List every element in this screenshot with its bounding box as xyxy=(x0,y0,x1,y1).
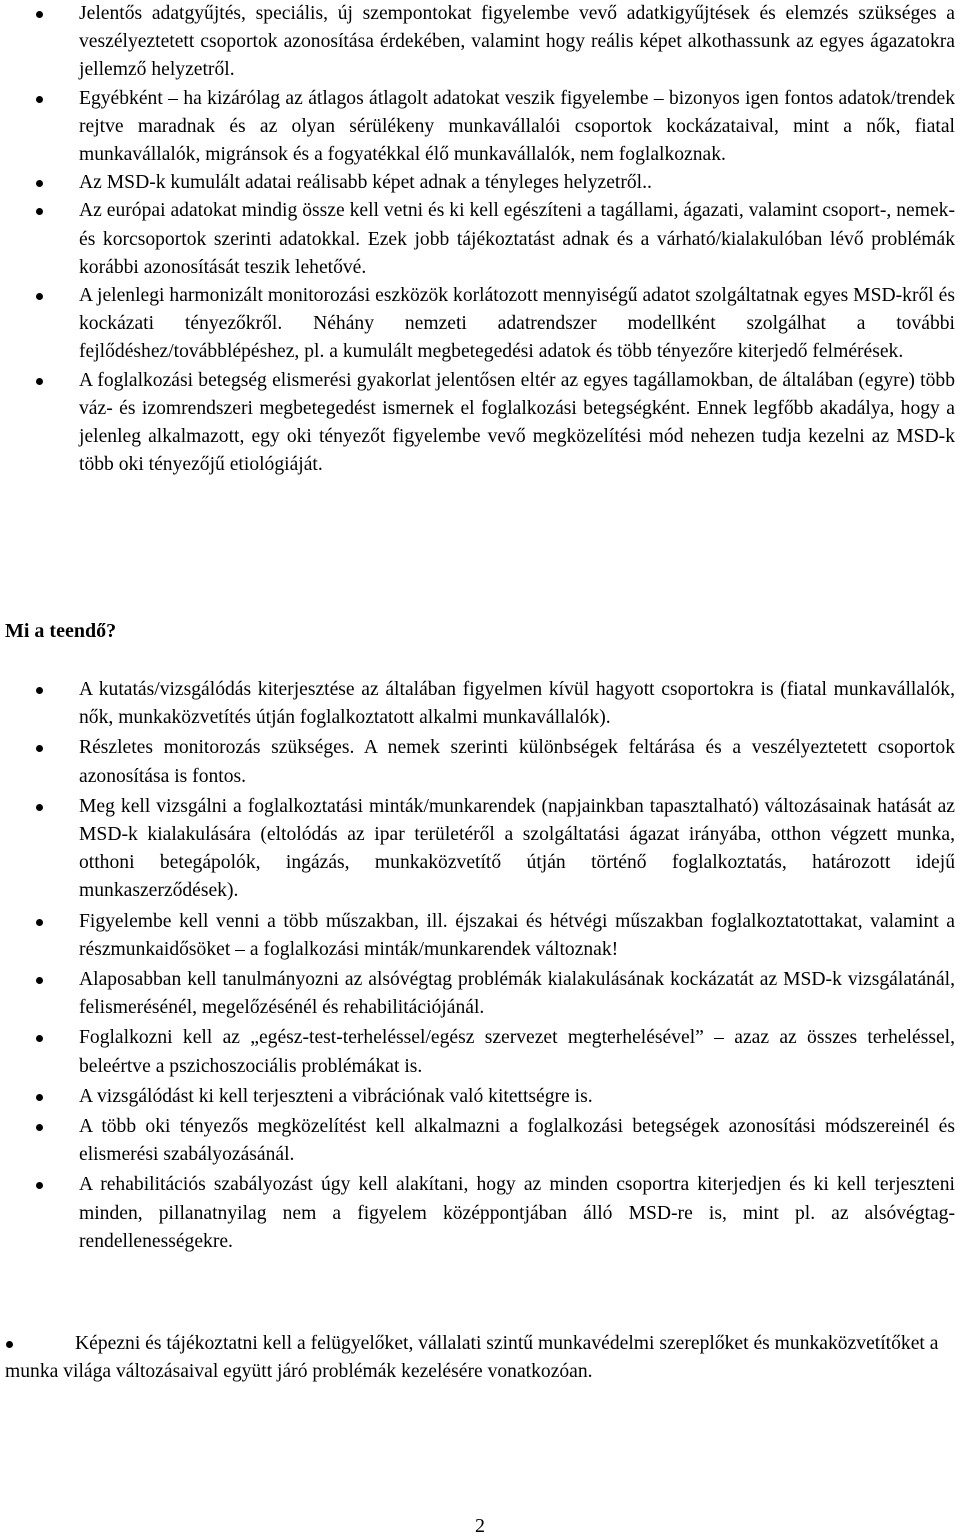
list-item-text: A több oki tényezős megközelítést kell alkalmazni a foglalkozási betegségek azonosítási módszereinél és elismerési szabályozásánál. xyxy=(79,1116,955,1166)
bullet-icon xyxy=(36,745,43,752)
list-item xyxy=(0,197,955,282)
bullet-icon xyxy=(36,1182,43,1189)
list-item xyxy=(0,282,955,367)
list-item xyxy=(0,0,955,85)
list-item xyxy=(0,1171,955,1256)
list-item-text: Jelentős adatgyűjtés, speciális, új szempontokat figyelembe vevő adatkigyűjtések és elemzés szükséges a veszélyeztetett csoportok azonosítása érdekében, valamint hogy reális képet alkothassunk az egyes ágazatokra jellemző helyzetről. xyxy=(79,3,955,81)
list-item xyxy=(0,169,955,197)
list-item xyxy=(0,966,955,1022)
list-item-text: Részletes monitorozás szükséges. A nemek szerinti különbségek feltárása és a veszélyeztetett csoportok azonosítása is fontos. xyxy=(79,737,955,787)
bullet-icon xyxy=(36,1094,43,1101)
list-item xyxy=(0,908,955,964)
list-item-text: A rehabilitációs szabályozást úgy kell alakítani, hogy az minden csoportra kiterjedjen és ki kell terjeszteni minden, pillanatnyilag nem a figyelem középpontjában álló MSD-re is, mint pl. az alsóvégtag-rendellenességekre. xyxy=(79,1174,955,1252)
list-item-text: A foglalkozási betegség elismerési gyakorlat jelentősen eltér az egyes tagállamokban, de általában (egyre) több váz- és izomrendszeri megbetegedést ismernek el foglalkozási betegségként. Ennek legfőbb akadálya, hogy a jelenleg alkalmazott, egy oki tényezőt figyelembe vevő megközelítési mód nehezen tudja kezelni az MSD-k több oki tényezőjű etiológiáját. xyxy=(79,369,955,476)
final-paragraph xyxy=(5,1330,955,1386)
list-item-text: A jelenlegi harmonizált monitorozási eszközök korlátozott mennyiségű adatot szolgáltatnak egyes MSD-kről és kockázati tényezőkről. Néhány nemzeti adatrendszer modellként szolgálhat a további fejlődéshez/továbblépéshez, pl. a kumulált megbetegedési adatok és több tényezőre kiterjedő felmérések. xyxy=(79,285,955,363)
findings-list xyxy=(0,0,955,479)
list-item xyxy=(0,1113,955,1169)
bullet-icon xyxy=(36,977,43,984)
list-item xyxy=(0,367,955,480)
bullet-icon xyxy=(36,11,43,18)
list-item-text: Meg kell vizsgálni a foglalkoztatási minták/munkarendek (napjainkban tapasztalható) változásainak hatását az MSD-k kialakulására (eltolódás az ipar területéről a szolgáltatási ágazat irányába, otthon végzett munka, otthoni betegápolók, ingázás, munkaközvetítő útján történő foglalkoztatás, határozott idejű munkaszerződések). xyxy=(79,795,955,902)
bullet-icon xyxy=(36,687,43,694)
bullet-icon xyxy=(36,378,43,385)
bullet-icon xyxy=(36,96,43,103)
list-item-text: A vizsgálódást ki kell terjeszteni a vibrációnak való kitettségre is. xyxy=(79,1085,593,1107)
bullet-icon xyxy=(36,180,43,187)
list-item xyxy=(0,793,955,906)
list-item-text: Az MSD-k kumulált adatai reálisabb képet adnak a tényleges helyzetről.. xyxy=(79,172,652,194)
bullet-icon xyxy=(36,1035,43,1042)
section-heading: Mi a teendő? xyxy=(5,620,117,642)
list-item-text: Egyébként – ha kizárólag az átlagos átlagolt adatokat veszik figyelembe – bizonyos igen fontos adatok/trendek rejtve maradnak és az olyan sérülékeny munkavállalói csoportok kockázataival, mint a nők, fiatal munkavállalók, migránsok és a fogyatékkal élő munkavállalók, nem foglalkoznak. xyxy=(79,87,955,166)
list-item xyxy=(0,676,955,732)
bullet-icon xyxy=(36,1124,43,1131)
list-item-text: Az európai adatokat mindig össze kell vetni és ki kell egészíteni a tagállami, ágazati, valamint csoport-, nemek- és korcsoportok szerinti adatokkal. Ezek jobb tájékoztatást adnak és a várható/kialakulóban lévő problémák korábbi azonosítását teszik lehetővé. xyxy=(79,200,955,278)
list-item-text: A kutatás/vizsgálódás kiterjesztése az általában figyelmen kívül hagyott csoportokra is (fiatal munkavállalók, nők, munkaközvetítés útján foglalkoztatott alkalmi munkavállalók). xyxy=(79,679,955,729)
list-item xyxy=(0,734,955,790)
action-list xyxy=(0,676,955,1258)
list-item xyxy=(0,1024,955,1080)
list-item xyxy=(0,85,955,170)
list-item-text: Figyelembe kell venni a több műszakban, ill. éjszakai és hétvégi műszakban foglalkoztatottakat, valamint a részmunkaidősöket – a foglalkozási minták/munkarendek változnak! xyxy=(79,910,955,960)
bullet-icon xyxy=(36,919,43,926)
bullet-icon xyxy=(36,804,43,811)
bullet-icon xyxy=(36,293,43,300)
bullet-icon xyxy=(6,1341,13,1348)
final-paragraph-text: Képezni és tájékoztatni kell a felügyelőket, vállalati szintű munkavédelmi szereplőket és munkaközvetítőket a munka világa változásaival együtt járó problémák kezelésére vonatkozóan. xyxy=(5,1333,939,1383)
bullet-icon xyxy=(36,208,43,215)
list-item xyxy=(0,1083,955,1111)
list-item-text: Alaposabban kell tanulmányozni az alsóvégtag problémák kialakulásának kockázatát az MSD-k vizsgálatánál, felismerésénél, megelőzésénél és rehabilitációjánál. xyxy=(79,969,955,1019)
list-item-text: Foglalkozni kell az „egész-test-terheléssel/egész szervezet megterhelésével” – azaz az összes terheléssel, beleértve a pszichoszociális problémákat is. xyxy=(79,1027,955,1077)
page-number: 2 xyxy=(475,1515,485,1537)
